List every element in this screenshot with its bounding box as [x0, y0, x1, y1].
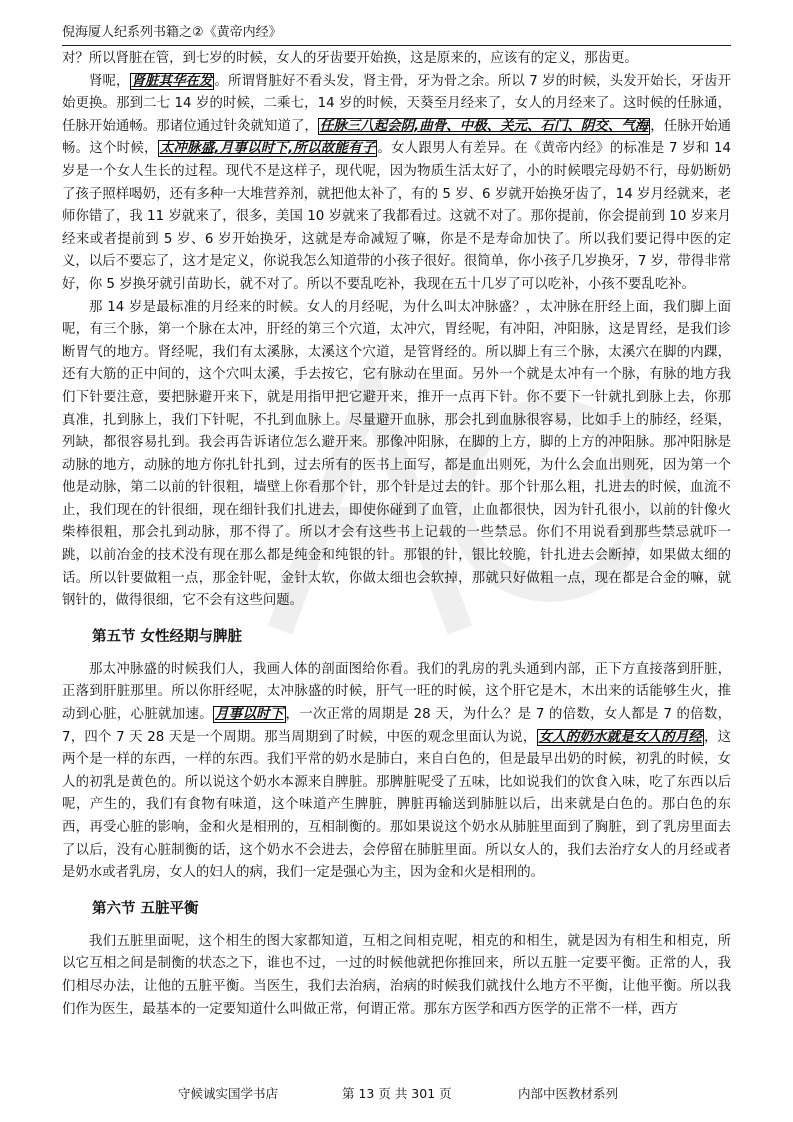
paragraph-2: [62, 71, 731, 297]
footer-series: 内部中医教材系列: [518, 1086, 619, 1101]
paragraph-2-text-b: 。所谓肾脏好不看头发，肾主骨，牙为骨之余。所以 7 岁的时候，头发开始长，牙齿开始更换。那到二七 14 岁的时候，二乘七，14 岁的时候，天葵至月经来了，女人的月经来了。这时候的任脉通，任脉开始通畅。那诸位通过针灸就知道了，: [62, 73, 732, 134]
section-heading-5: 第五节 女性经期与脾脏: [92, 628, 243, 645]
paragraph-4: [62, 659, 731, 885]
paragraph-4-text-b: ，一次正常的周期是 28 天，为什么？是 7 的倍数，女人都是 7 的倍数，7，四个 7 天 28 天是一个周期。那当周期到了时候，中医的观念里面认为说，: [62, 707, 732, 745]
paragraph-1-text: 对？所以肾脏在管，到七岁的时候，女人的牙齿要开始换，这是原来的，应该有的定义，那齿更。: [62, 51, 638, 66]
highlight-taichong-pulse: 太冲脉盛,月事以时下,所以故能有子: [159, 141, 376, 157]
page-header: [62, 24, 731, 46]
section-heading-6: 第六节 五脏平衡: [92, 900, 199, 917]
paragraph-5: [62, 931, 731, 1021]
page-content: [62, 48, 731, 1021]
highlight-kidney-hair: 肾脏其华在发: [131, 73, 213, 89]
paragraph-4-text-c: ，这两个是一样的东西，一样的东西。我们平常的奶水是肺白，来自白色的，但是最早出奶的时候，初乳的时候，女人的初乳是黄色的。所以说这个奶水本源来自脾脏。那脾脏呢受了五味，比如说我们的饮食入味，吃了东西以后呢，产生的，我们有食物有味道，这个味道产生脾脏，脾脏再输送到肺脏以后，出来就是白色的。那白色的东西，再受心脏的影响，金和火是相刑的，互相制衡的。那如果说这个奶水从肺脏里面到了胸脏，到了乳房里面去了以后，没有心脏制衡的话，这个奶水不会进去，会停留在肺脏里面。所以女人的，我们去治疗女人的月经或者是奶水或者乳房，女人的妇人的病，我们一定是强心为主，因为金和火是相刑的。: [62, 729, 732, 881]
paragraph-2-text-a: 肾呢，: [89, 73, 130, 89]
paragraph-3-text: 那 14 岁是最标准的月经来的时候。女人的月经呢，为什么叫太冲脉盛？，太冲脉在肝经上面，我们脚上面呢，有三个脉，第一个脉在太冲，肝经的第三个穴道，太冲穴，胃经呢，有冲阳，冲阳脉，这是胃经，是我们诊断胃气的地方。肾经呢，我们有太溪脉，太溪这个穴道，是管肾经的。所以脚上有三个脉，太溪穴在脚的内踝，还有大筋的正中间的，这个穴叫太溪，手去按它，它有脉动在里面。另外一个就是太冲有一个脉，有脉的地方我们下针要注意，要把脉避开来下，就是用指甲把它避开来，推开一点再下针。你不要下一针就扎到脉上去，你那真准，扎到脉上，我们下针呢，不扎到血脉上。尽量避开血脉，那会扎到血脉很容易，比如手上的肺经，经渠，列缺，都很容易扎到。我会再告诉诸位怎么避开来。那像冲阳脉，在脚的上方，脚的上方的冲阳脉。那冲阳脉是动脉的地方，动脉的地方你扎针扎到，过去所有的医书上面写，都是血出则死，为什么会血出则死，因为第一个他是动脉，第二以前的针很粗，墙壁上你看那个针，那个针是过去的针。那个针那么粗，扎进去的时候，血流不止，我们现在的针很细，现在细针我们扎进去，即使你碰到了血管，止血都很快，因为针孔很小，以前的针像火柴棒很粗，那会扎到动脉，那不得了。所以才会有这些书上记载的一些禁忌。你们不用说看到那些禁忌就吓一跳，以前冶金的技术没有现在那么都是纯金和纯银的针。那银的针，银比较脆，针扎进去会断掉，如果做太细的话。所以针要做粗一点，那金针呢，金针太软，你做太细也会软掉，那就只好做粗一点，现在都是合金的嘛，就钢针的，做得很细，它不会有这些问题。: [62, 299, 731, 609]
footer-page-number: 第 13 页 共 301 页: [342, 1086, 452, 1101]
paragraph-1: [62, 48, 731, 71]
paragraph-3: [62, 297, 731, 613]
paragraph-2-text-c: ，任脉开始通畅。这个时候，: [62, 118, 732, 157]
footer-bookstore: 守候诚实国学书店: [178, 1086, 279, 1101]
highlight-menses-timely: 月事以时下: [214, 707, 284, 723]
highlight-milk-is-menses: 女人的奶水就是女人的月经: [538, 729, 702, 745]
paragraph-4-text-a: 那太冲脉盛的时候我们人，我画人体的剖面图给你看。我们的乳房的乳头通到内部，正下方直接落到肝脏，正落到肝脏那里。所以你肝经呢，太冲脉盛的时候，肝气一旺的时候，这个肝它是木，木出来的话能够生火，推动到心脏，心脏就加速。: [62, 661, 731, 723]
paragraph-2-text-d: 。女人跟男人有差异。在《黄帝内经》的标准是 7 岁和 14 岁是一个女人生长的过程。现代不是这样子，现代呢，因为物质生活太好了，小的时候喂完母奶不行，母奶断奶了孩子照样喝奶，还有多种一大堆营养剂，就把他太补了，有的 5 岁、6 岁就开始换牙齿了，14 岁月经就来，老师你错了，我 11 岁就来了，很多，美国 10 岁就来了我都看过。这就不对了。那你提前，你会提前到 10 岁来月经来或者提前到 5 岁、6 岁开始换牙，这就是寿命减短了嘛，你是不是寿命加快了。所以我们要记得中医的定义，以后不要忘了，这才是定义，你说我怎么知道带的小孩子很好。很简单，你小孩子几岁换牙，7 岁，带得非常好，你 5 岁换牙就引苗助长，就不对了。所以不要乱吃补，我现在五十几岁了可以吃补，小孩不要乱吃补。: [62, 141, 731, 292]
header-title: 倪海厦人纪系列书籍之②《黄帝内经》: [62, 25, 282, 40]
highlight-ren-meridian-points: 任脉三八起会阴,曲骨、中极、关元、石门、阴交、气海: [319, 118, 649, 134]
paragraph-5-text: 我们五脏里面呢，这个相生的图大家都知道，互相之间相克呢，相克的和相生，就是因为有相生和相克，所以它互相之间是制衡的状态之下，谁也不过，一过的时候他就把你推回来，所以五脏一定要平衡。正常的人，我们相尽办法，让他的五脏平衡。当医生，我们去治病，治病的时候我们就找什么地方不平衡，让他平衡。所以我们作为医生，最基本的一定要知道什么叫做正常，何谓正常。那东方医学和西方医学的正常不一样，西方: [62, 933, 731, 1017]
